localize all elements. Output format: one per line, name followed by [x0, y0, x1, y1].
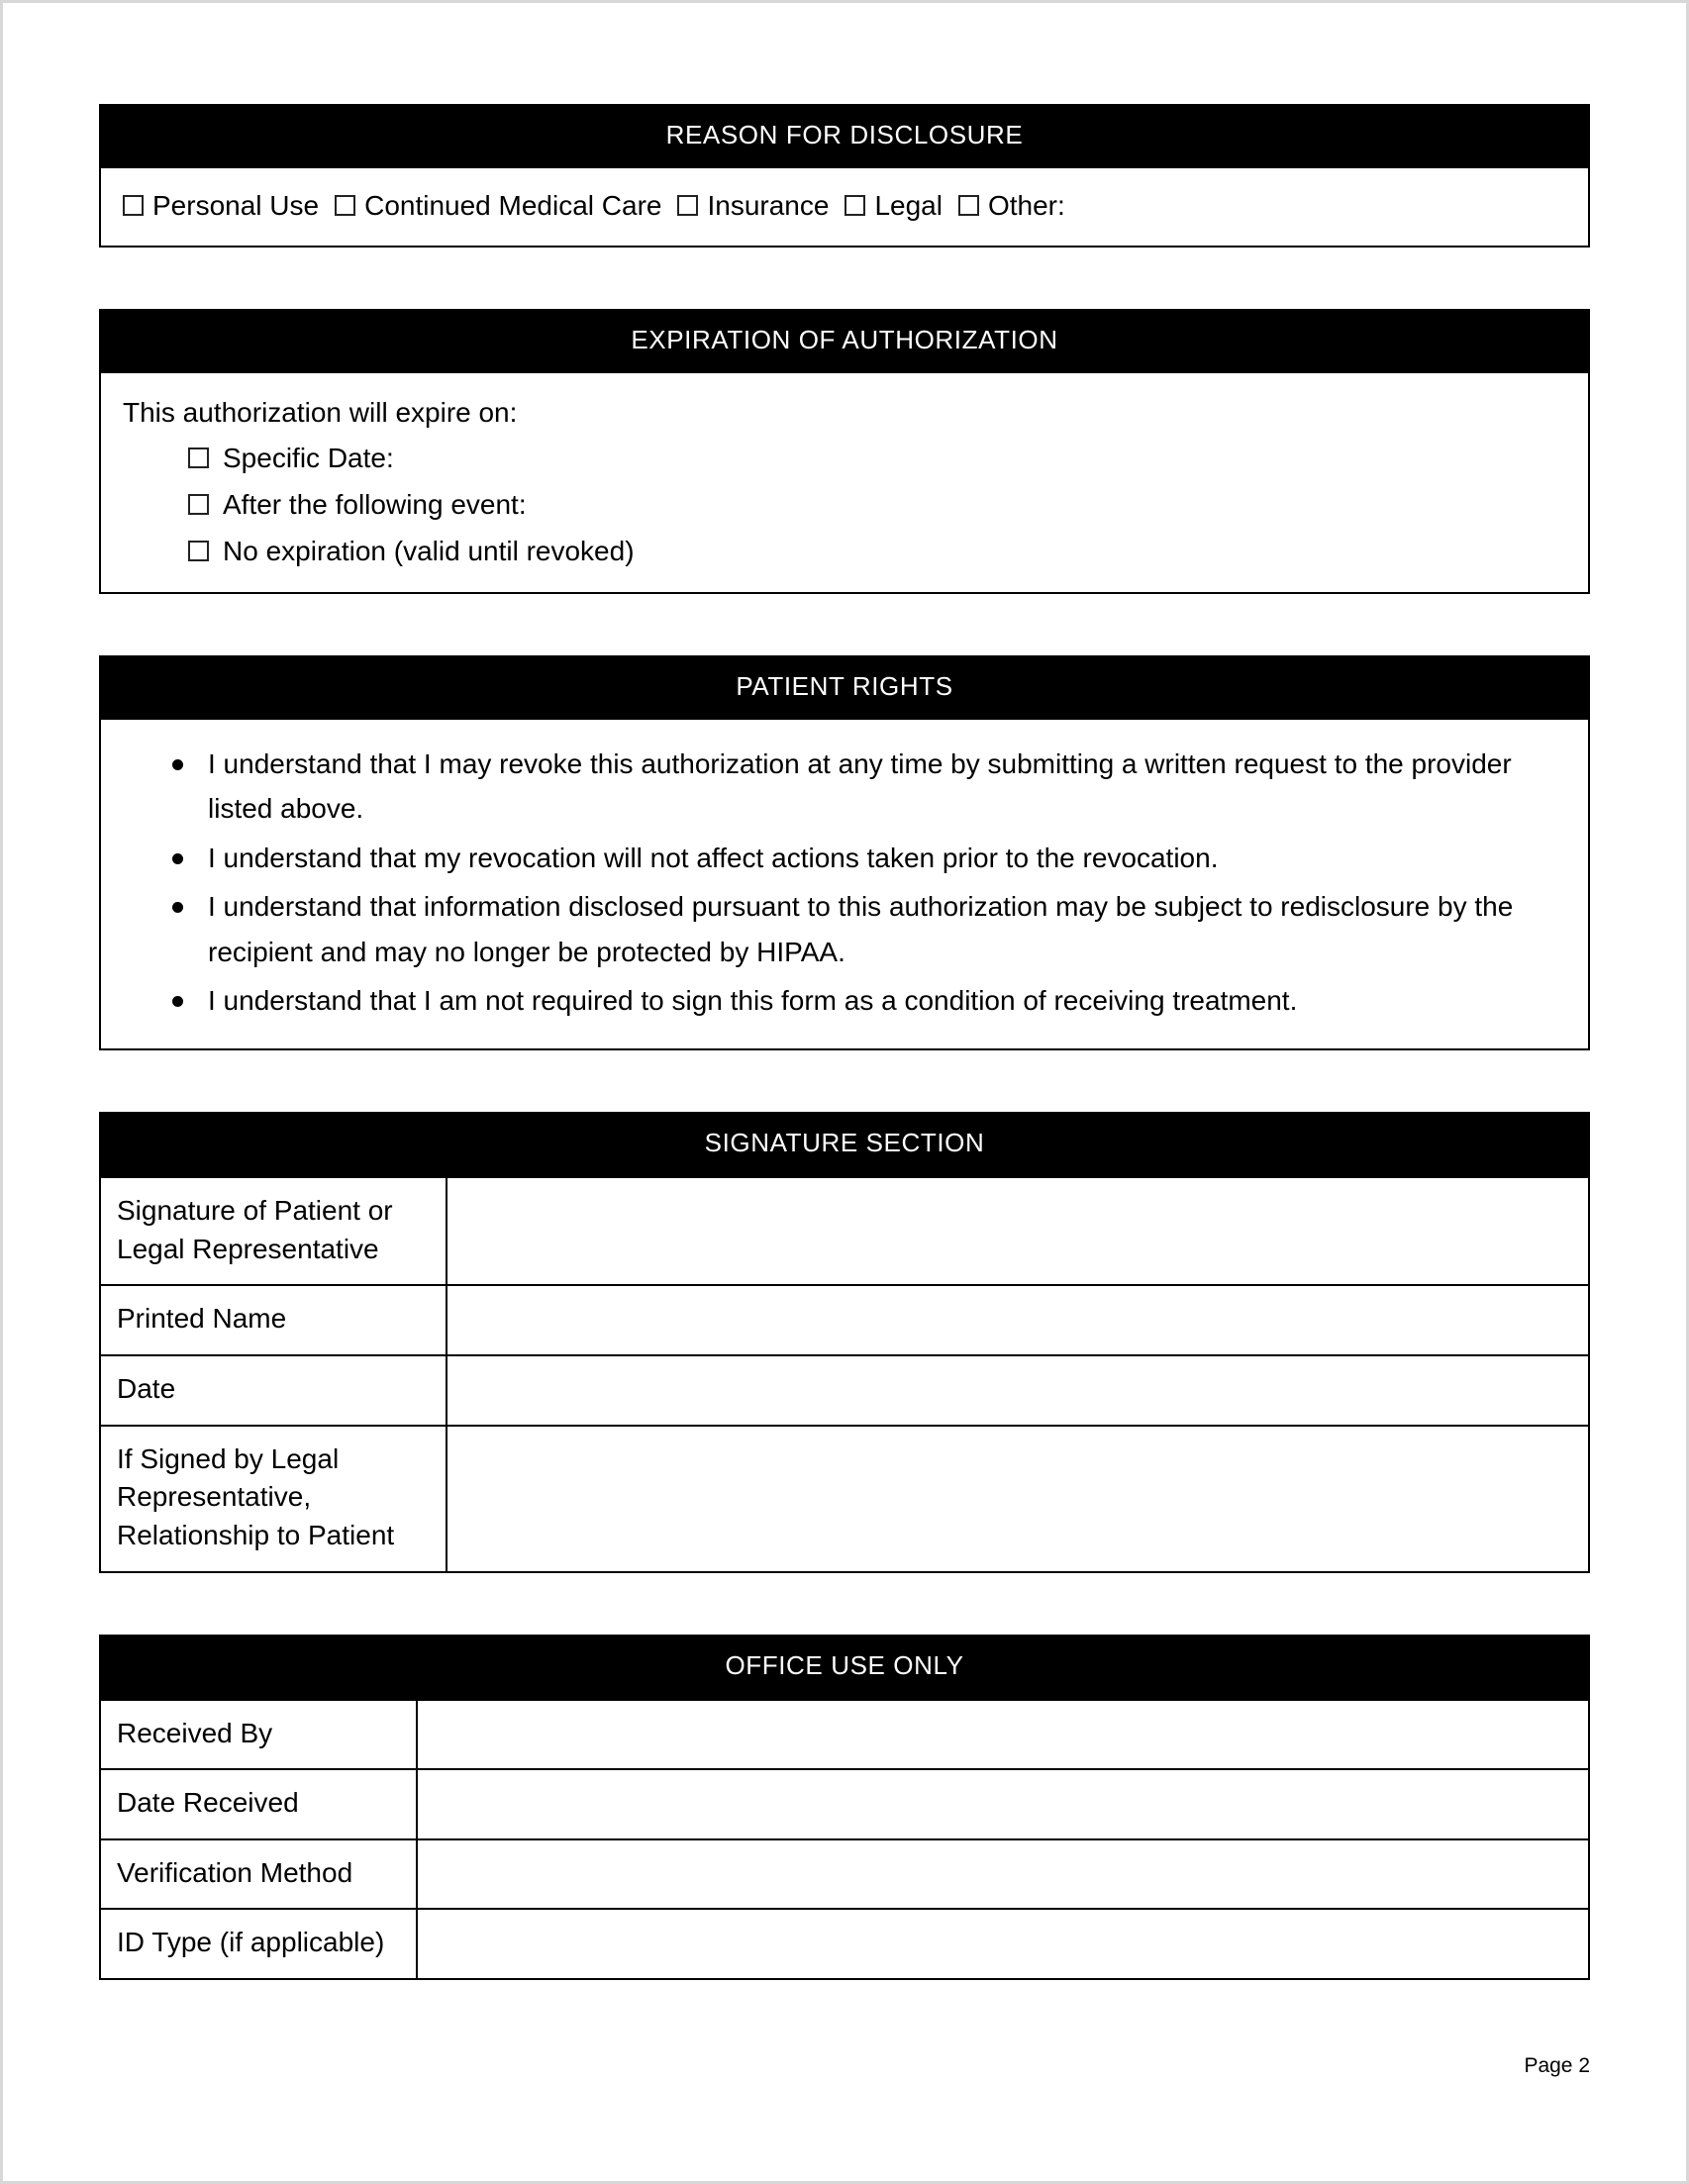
- expiration-option-after-event[interactable]: [123, 485, 1566, 524]
- reason-option-legal[interactable]: [844, 190, 943, 221]
- expiration-option-label: Specific Date:: [223, 442, 394, 473]
- table-row: [100, 1909, 1589, 1979]
- office-field-verification-method[interactable]: [417, 1839, 1589, 1910]
- checkbox-icon[interactable]: [188, 447, 209, 468]
- expiration-body: [99, 373, 1590, 594]
- section-reason-for-disclosure: [99, 104, 1590, 248]
- section-patient-rights: [99, 655, 1590, 1050]
- office-use-only-header: OFFICE USE ONLY: [99, 1635, 1590, 1699]
- page-footer: Page 2: [1524, 2054, 1590, 2077]
- reason-option-other[interactable]: [958, 190, 1065, 221]
- office-field-id-type[interactable]: [417, 1909, 1589, 1979]
- signature-field-printed-name[interactable]: [447, 1285, 1589, 1355]
- section-office-use-only: [99, 1635, 1590, 1981]
- checkbox-icon[interactable]: [188, 541, 209, 561]
- table-row: [100, 1700, 1589, 1770]
- checkbox-icon[interactable]: [958, 195, 979, 216]
- reason-option-insurance[interactable]: [677, 190, 829, 221]
- section-expiration-of-authorization: [99, 309, 1590, 594]
- checkbox-icon[interactable]: [188, 494, 209, 515]
- table-row: [100, 1285, 1589, 1355]
- signature-table: [99, 1176, 1590, 1572]
- list-item: I understand that I may revoke this authorization at any time by submitting a written request to the provider listed above.: [208, 742, 1558, 832]
- office-use-table: [99, 1699, 1590, 1981]
- checkbox-icon[interactable]: [335, 195, 355, 216]
- expiration-option-no-expiration[interactable]: [123, 532, 1566, 570]
- checkbox-icon[interactable]: [123, 195, 144, 216]
- expiration-option-label: After the following event:: [223, 488, 527, 520]
- section-signature: [99, 1112, 1590, 1572]
- reason-options-row: [123, 186, 1566, 226]
- reason-option-personal-use[interactable]: [123, 190, 319, 221]
- patient-rights-list: [131, 742, 1558, 1023]
- reason-for-disclosure-header: REASON FOR DISCLOSURE: [99, 104, 1590, 168]
- reason-option-continued-medical-care[interactable]: [335, 190, 661, 221]
- checkbox-icon[interactable]: [844, 195, 865, 216]
- signature-label-date: Date: [100, 1355, 447, 1426]
- table-row: [100, 1426, 1589, 1572]
- expiration-options-list: [123, 439, 1566, 571]
- table-row: [100, 1839, 1589, 1910]
- list-item: I understand that I am not required to sign this form as a condition of receiving treatment.: [208, 978, 1558, 1023]
- table-row: [100, 1355, 1589, 1426]
- expiration-header: EXPIRATION OF AUTHORIZATION: [99, 309, 1590, 373]
- patient-rights-header: PATIENT RIGHTS: [99, 655, 1590, 720]
- reason-option-label: Personal Use: [152, 190, 320, 221]
- office-field-date-received[interactable]: [417, 1769, 1589, 1839]
- expiration-option-specific-date[interactable]: [123, 439, 1566, 477]
- reason-for-disclosure-body: [99, 168, 1590, 248]
- signature-label-relationship: If Signed by Legal Representative, Relationship to Patient: [100, 1426, 447, 1572]
- office-label-id-type: ID Type (if applicable): [100, 1909, 417, 1979]
- expiration-option-label: No expiration (valid until revoked): [223, 535, 635, 566]
- office-field-received-by[interactable]: [417, 1700, 1589, 1770]
- reason-option-label: Continued Medical Care: [364, 190, 662, 221]
- office-label-received-by: Received By: [100, 1700, 417, 1770]
- signature-label-printed-name: Printed Name: [100, 1285, 447, 1355]
- signature-section-header: SIGNATURE SECTION: [99, 1112, 1590, 1176]
- page-content: [99, 104, 1590, 1980]
- patient-rights-body: [99, 720, 1590, 1050]
- signature-label-signature: Signature of Patient or Legal Representative: [100, 1177, 447, 1285]
- expiration-intro-text: This authorization will expire on:: [123, 396, 518, 428]
- table-row: [100, 1769, 1589, 1839]
- list-item: I understand that information disclosed pursuant to this authorization may be subject to redisclosure by the recipient and may no longer be protected by HIPAA.: [208, 884, 1558, 974]
- reason-option-label: Legal: [874, 190, 943, 221]
- signature-field-signature[interactable]: [447, 1177, 1589, 1285]
- checkbox-icon[interactable]: [677, 195, 698, 216]
- list-item: I understand that my revocation will not affect actions taken prior to the revocation.: [208, 836, 1558, 880]
- signature-field-date[interactable]: [447, 1355, 1589, 1426]
- office-label-verification-method: Verification Method: [100, 1839, 417, 1910]
- reason-option-label: Other:: [987, 190, 1065, 221]
- office-label-date-received: Date Received: [100, 1769, 417, 1839]
- signature-field-relationship[interactable]: [447, 1426, 1589, 1572]
- reason-option-label: Insurance: [707, 190, 830, 221]
- table-row: [100, 1177, 1589, 1285]
